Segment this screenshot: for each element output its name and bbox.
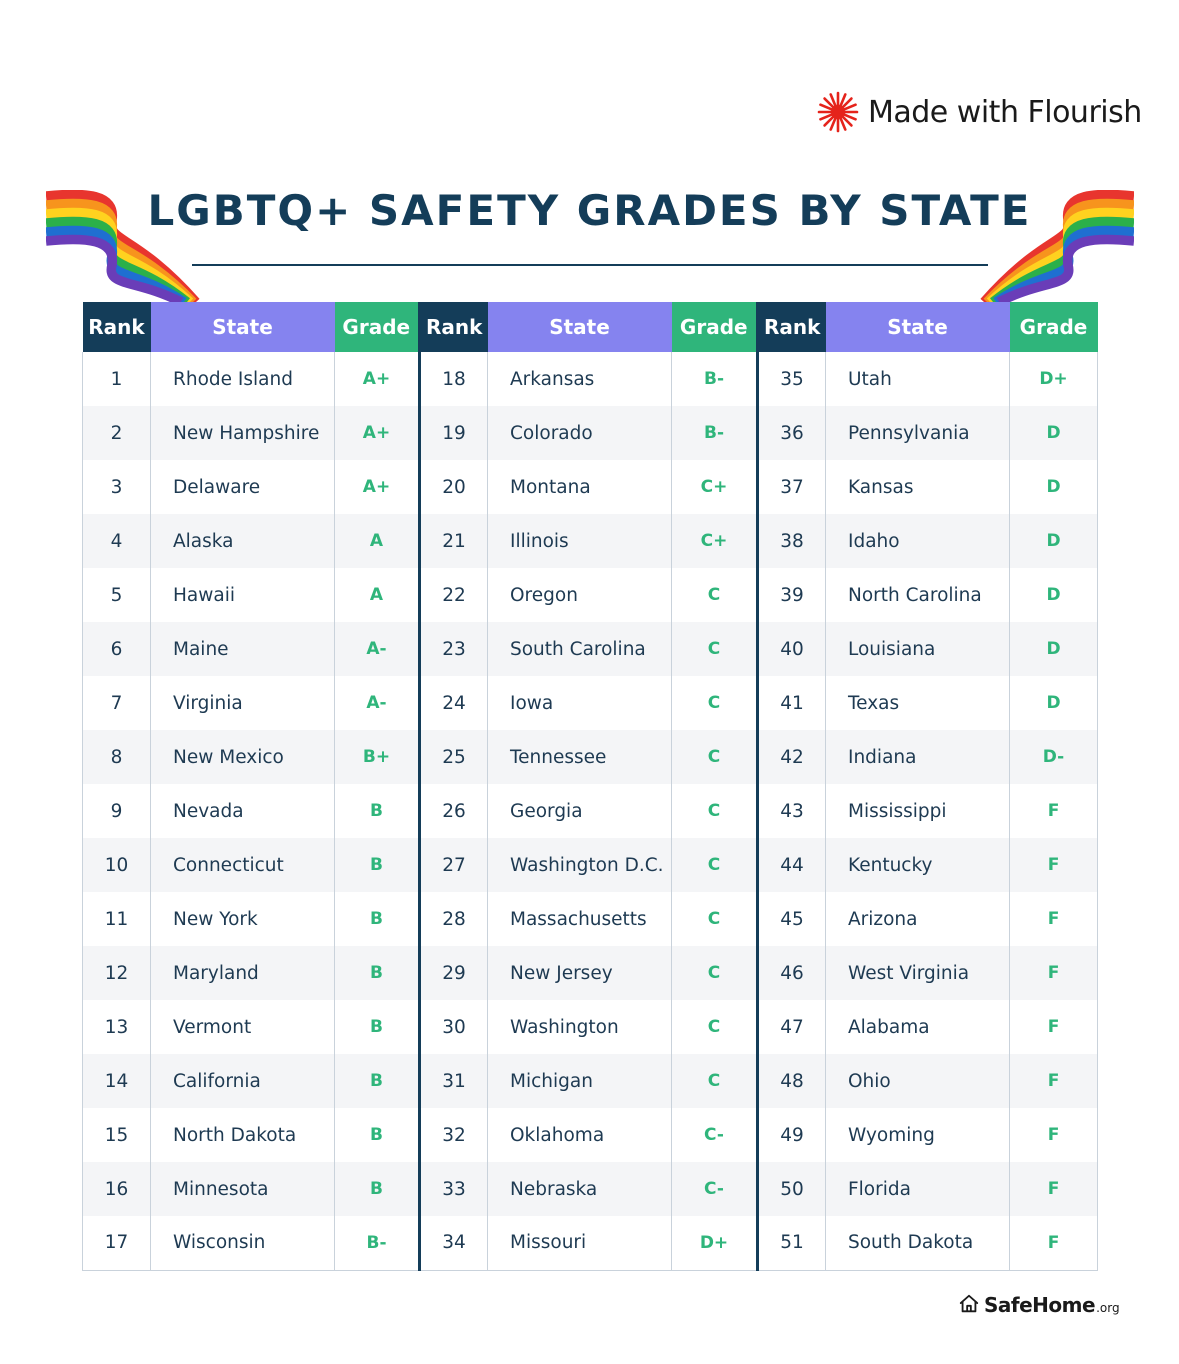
grade-cell: D xyxy=(1010,514,1098,568)
grade-cell: C- xyxy=(672,1108,758,1162)
rank-cell: 25 xyxy=(420,730,488,784)
grade-cell: F xyxy=(1010,1108,1098,1162)
table-row xyxy=(83,1162,1098,1216)
header-rank-2: Rank xyxy=(420,302,488,352)
state-cell: Iowa xyxy=(488,676,672,730)
state-cell: Oregon xyxy=(488,568,672,622)
table-header-row xyxy=(83,302,1098,352)
header-state-1: State xyxy=(151,302,335,352)
rank-cell: 6 xyxy=(83,622,151,676)
state-cell: Oklahoma xyxy=(488,1108,672,1162)
grade-cell: C xyxy=(672,946,758,1000)
grade-cell: A- xyxy=(335,622,420,676)
state-cell: West Virginia xyxy=(826,946,1010,1000)
grade-cell: B xyxy=(335,1054,420,1108)
grade-cell: C xyxy=(672,676,758,730)
state-cell: New Jersey xyxy=(488,946,672,1000)
table-row xyxy=(83,730,1098,784)
state-cell: Washington xyxy=(488,1000,672,1054)
safehome-logo xyxy=(958,1290,1120,1317)
grade-cell: C xyxy=(672,622,758,676)
grade-cell: A xyxy=(335,568,420,622)
state-cell: Louisiana xyxy=(826,622,1010,676)
grade-cell: F xyxy=(1010,1054,1098,1108)
grade-cell: A+ xyxy=(335,460,420,514)
rank-cell: 27 xyxy=(420,838,488,892)
page-title: LGBTQ+ SAFETY GRADES BY STATE xyxy=(147,186,1032,235)
flourish-badge[interactable] xyxy=(816,92,1142,132)
rank-cell: 34 xyxy=(420,1216,488,1270)
rank-cell: 15 xyxy=(83,1108,151,1162)
grade-cell: B xyxy=(335,1162,420,1216)
grade-cell: C+ xyxy=(672,514,758,568)
grade-cell: B- xyxy=(335,1216,420,1270)
grade-cell: B- xyxy=(672,406,758,460)
grade-cell: A+ xyxy=(335,352,420,406)
state-cell: Colorado xyxy=(488,406,672,460)
state-cell: Ohio xyxy=(826,1054,1010,1108)
grade-cell: C xyxy=(672,892,758,946)
state-cell: Maine xyxy=(151,622,335,676)
header-state-2: State xyxy=(488,302,672,352)
state-cell: California xyxy=(151,1054,335,1108)
state-cell: New York xyxy=(151,892,335,946)
rank-cell: 26 xyxy=(420,784,488,838)
state-cell: Connecticut xyxy=(151,838,335,892)
state-cell: Minnesota xyxy=(151,1162,335,1216)
rank-cell: 43 xyxy=(758,784,826,838)
rank-cell: 33 xyxy=(420,1162,488,1216)
state-cell: Texas xyxy=(826,676,1010,730)
flourish-text: Made with Flourish xyxy=(868,94,1142,130)
table-row xyxy=(83,838,1098,892)
state-cell: Delaware xyxy=(151,460,335,514)
table-row xyxy=(83,784,1098,838)
state-cell: Illinois xyxy=(488,514,672,568)
rank-cell: 8 xyxy=(83,730,151,784)
header-rank-1: Rank xyxy=(83,302,151,352)
grades-table xyxy=(82,302,1098,1271)
state-cell: Maryland xyxy=(151,946,335,1000)
state-cell: South Dakota xyxy=(826,1216,1010,1270)
rank-cell: 23 xyxy=(420,622,488,676)
grade-cell: D xyxy=(1010,568,1098,622)
state-cell: Idaho xyxy=(826,514,1010,568)
state-cell: Nevada xyxy=(151,784,335,838)
rank-cell: 10 xyxy=(83,838,151,892)
state-cell: Michigan xyxy=(488,1054,672,1108)
state-cell: Rhode Island xyxy=(151,352,335,406)
state-cell: Indiana xyxy=(826,730,1010,784)
grade-cell: A xyxy=(335,514,420,568)
grade-cell: D xyxy=(1010,676,1098,730)
grade-cell: B xyxy=(335,946,420,1000)
rank-cell: 22 xyxy=(420,568,488,622)
table-row xyxy=(83,622,1098,676)
table-row xyxy=(83,568,1098,622)
safehome-tld: .org xyxy=(1096,1301,1120,1315)
grade-cell: A+ xyxy=(335,406,420,460)
rank-cell: 11 xyxy=(83,892,151,946)
table-row xyxy=(83,892,1098,946)
rank-cell: 12 xyxy=(83,946,151,1000)
rank-cell: 45 xyxy=(758,892,826,946)
grade-cell: F xyxy=(1010,838,1098,892)
state-cell: Alaska xyxy=(151,514,335,568)
safehome-name: SafeHome xyxy=(984,1293,1096,1317)
flourish-logo-icon xyxy=(816,90,860,134)
grade-cell: D- xyxy=(1010,730,1098,784)
state-cell: Alabama xyxy=(826,1000,1010,1054)
table-row xyxy=(83,1108,1098,1162)
grade-cell: B xyxy=(335,784,420,838)
rank-cell: 5 xyxy=(83,568,151,622)
rank-cell: 47 xyxy=(758,1000,826,1054)
rank-cell: 46 xyxy=(758,946,826,1000)
grade-cell: B xyxy=(335,892,420,946)
table-row xyxy=(83,514,1098,568)
rank-cell: 14 xyxy=(83,1054,151,1108)
header-grade-1: Grade xyxy=(335,302,420,352)
rank-cell: 20 xyxy=(420,460,488,514)
rank-cell: 21 xyxy=(420,514,488,568)
state-cell: North Dakota xyxy=(151,1108,335,1162)
rank-cell: 38 xyxy=(758,514,826,568)
state-cell: South Carolina xyxy=(488,622,672,676)
state-cell: Montana xyxy=(488,460,672,514)
rank-cell: 39 xyxy=(758,568,826,622)
rank-cell: 3 xyxy=(83,460,151,514)
grade-cell: B xyxy=(335,1108,420,1162)
state-cell: Kentucky xyxy=(826,838,1010,892)
state-cell: New Hampshire xyxy=(151,406,335,460)
grade-cell: C xyxy=(672,568,758,622)
rank-cell: 4 xyxy=(83,514,151,568)
state-cell: Vermont xyxy=(151,1000,335,1054)
header-state-3: State xyxy=(826,302,1010,352)
table-row xyxy=(83,406,1098,460)
grade-cell: B+ xyxy=(335,730,420,784)
rank-cell: 17 xyxy=(83,1216,151,1270)
rank-cell: 51 xyxy=(758,1216,826,1270)
grade-cell: B xyxy=(335,1000,420,1054)
rank-cell: 24 xyxy=(420,676,488,730)
state-cell: Wisconsin xyxy=(151,1216,335,1270)
grade-cell: C xyxy=(672,784,758,838)
grade-cell: C- xyxy=(672,1162,758,1216)
rank-cell: 30 xyxy=(420,1000,488,1054)
rank-cell: 35 xyxy=(758,352,826,406)
state-cell: Pennsylvania xyxy=(826,406,1010,460)
rank-cell: 29 xyxy=(420,946,488,1000)
table-body xyxy=(83,352,1098,1270)
state-cell: Missouri xyxy=(488,1216,672,1270)
rank-cell: 13 xyxy=(83,1000,151,1054)
state-cell: New Mexico xyxy=(151,730,335,784)
rank-cell: 2 xyxy=(83,406,151,460)
rank-cell: 32 xyxy=(420,1108,488,1162)
rank-cell: 9 xyxy=(83,784,151,838)
rank-cell: 44 xyxy=(758,838,826,892)
rank-cell: 41 xyxy=(758,676,826,730)
grade-cell: C xyxy=(672,838,758,892)
rank-cell: 28 xyxy=(420,892,488,946)
grade-cell: B- xyxy=(672,352,758,406)
table-row xyxy=(83,676,1098,730)
state-cell: Arkansas xyxy=(488,352,672,406)
rank-cell: 18 xyxy=(420,352,488,406)
state-cell: Massachusetts xyxy=(488,892,672,946)
rank-cell: 50 xyxy=(758,1162,826,1216)
grade-cell: D+ xyxy=(672,1216,758,1270)
state-cell: Georgia xyxy=(488,784,672,838)
state-cell: North Carolina xyxy=(826,568,1010,622)
title-divider xyxy=(192,264,988,266)
state-cell: Utah xyxy=(826,352,1010,406)
house-icon xyxy=(958,1293,980,1315)
grade-cell: C xyxy=(672,1000,758,1054)
rank-cell: 7 xyxy=(83,676,151,730)
rank-cell: 49 xyxy=(758,1108,826,1162)
rank-cell: 19 xyxy=(420,406,488,460)
rank-cell: 36 xyxy=(758,406,826,460)
table-row xyxy=(83,352,1098,406)
rank-cell: 37 xyxy=(758,460,826,514)
grade-cell: D xyxy=(1010,406,1098,460)
grade-cell: D+ xyxy=(1010,352,1098,406)
table-row xyxy=(83,946,1098,1000)
table-row xyxy=(83,1054,1098,1108)
rank-cell: 31 xyxy=(420,1054,488,1108)
grade-cell: A- xyxy=(335,676,420,730)
state-cell: Virginia xyxy=(151,676,335,730)
state-cell: Nebraska xyxy=(488,1162,672,1216)
state-cell: Washington D.C. xyxy=(488,838,672,892)
state-cell: Florida xyxy=(826,1162,1010,1216)
rank-cell: 1 xyxy=(83,352,151,406)
rank-cell: 16 xyxy=(83,1162,151,1216)
rank-cell: 48 xyxy=(758,1054,826,1108)
rank-cell: 42 xyxy=(758,730,826,784)
grade-cell: F xyxy=(1010,946,1098,1000)
table-row xyxy=(83,1216,1098,1270)
grades-table-container xyxy=(82,302,1097,1268)
state-cell: Arizona xyxy=(826,892,1010,946)
grade-cell: C xyxy=(672,1054,758,1108)
header-rank-3: Rank xyxy=(758,302,826,352)
grade-cell: D xyxy=(1010,622,1098,676)
grade-cell: F xyxy=(1010,1000,1098,1054)
grade-cell: F xyxy=(1010,1216,1098,1270)
grade-cell: C xyxy=(672,730,758,784)
state-cell: Kansas xyxy=(826,460,1010,514)
grade-cell: F xyxy=(1010,892,1098,946)
state-cell: Wyoming xyxy=(826,1108,1010,1162)
header-grade-2: Grade xyxy=(672,302,758,352)
rank-cell: 40 xyxy=(758,622,826,676)
table-row xyxy=(83,460,1098,514)
table-row xyxy=(83,1000,1098,1054)
grade-cell: B xyxy=(335,838,420,892)
header-grade-3: Grade xyxy=(1010,302,1098,352)
state-cell: Mississippi xyxy=(826,784,1010,838)
state-cell: Tennessee xyxy=(488,730,672,784)
grade-cell: C+ xyxy=(672,460,758,514)
grade-cell: F xyxy=(1010,1162,1098,1216)
state-cell: Hawaii xyxy=(151,568,335,622)
grade-cell: D xyxy=(1010,460,1098,514)
grade-cell: F xyxy=(1010,784,1098,838)
